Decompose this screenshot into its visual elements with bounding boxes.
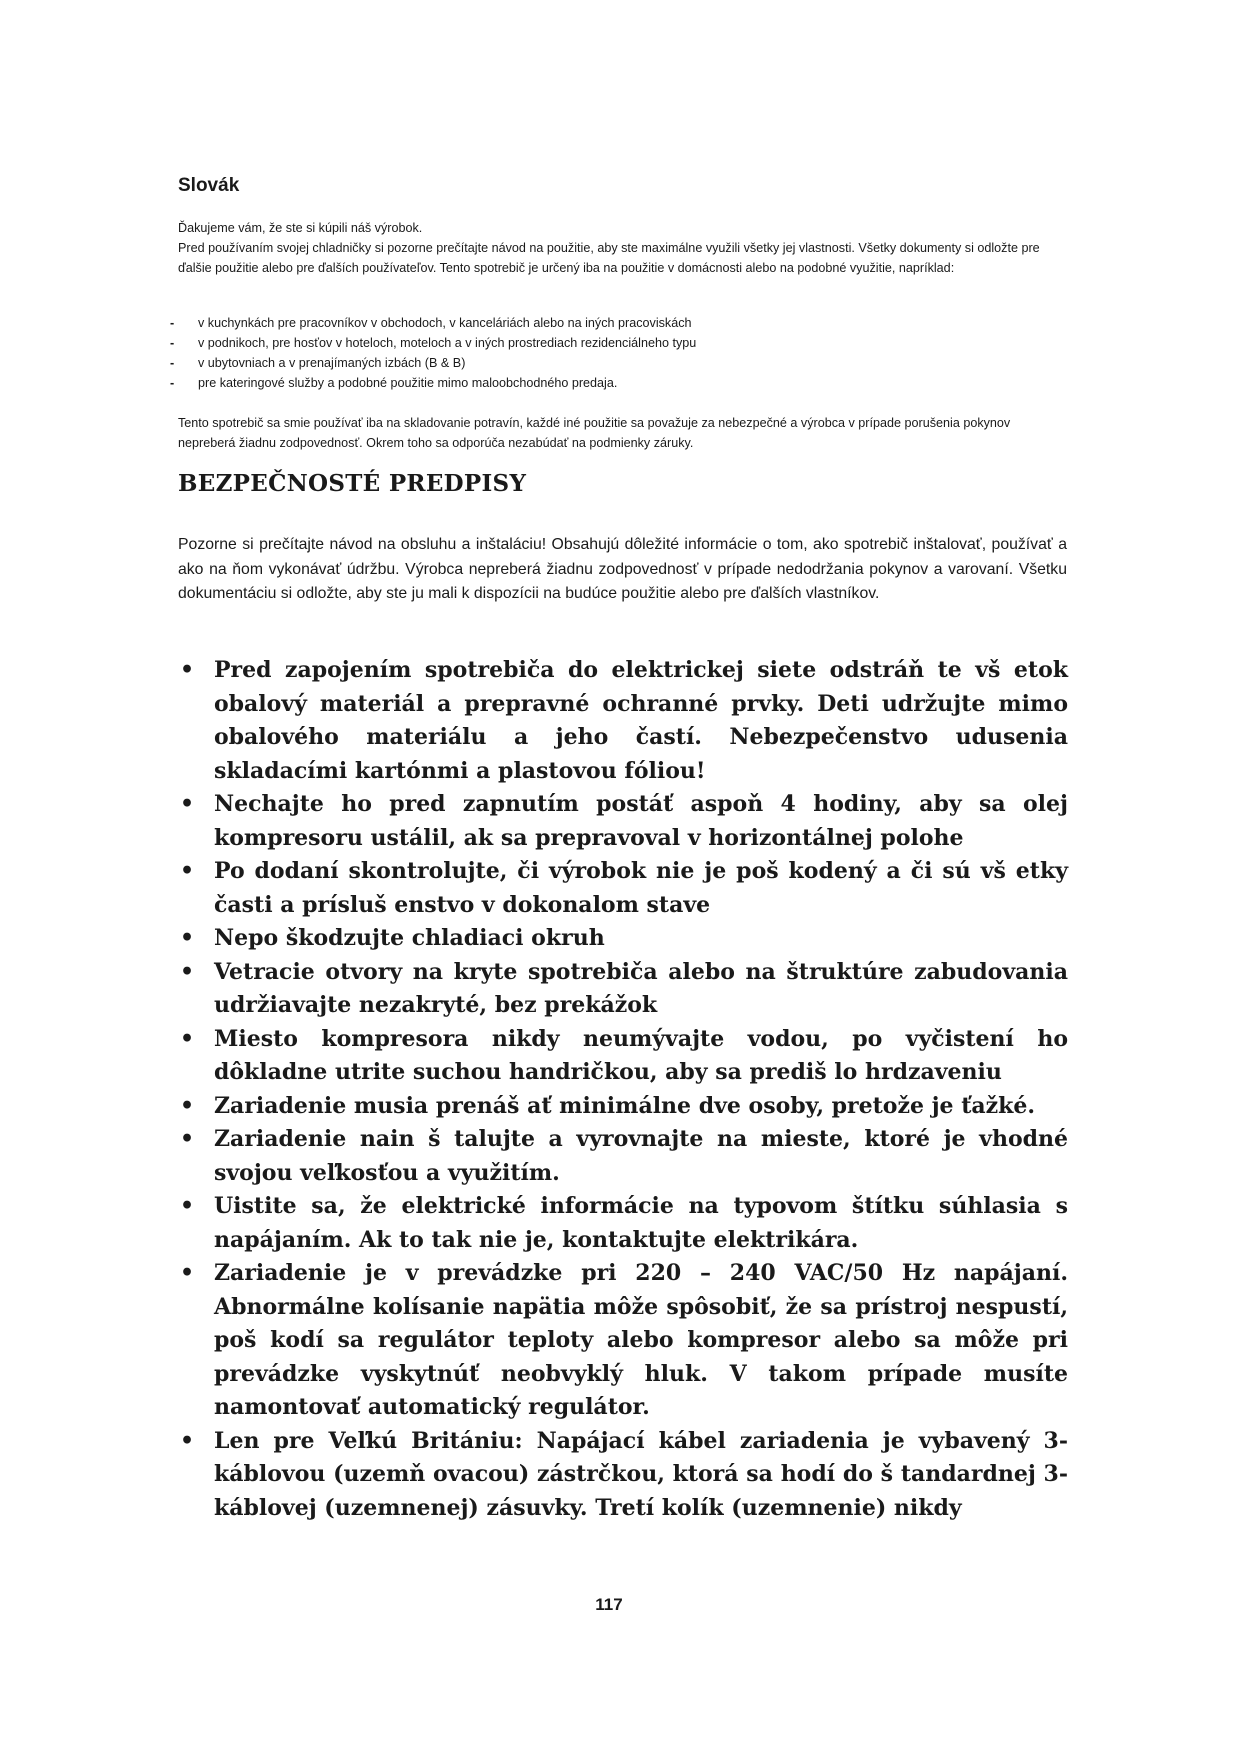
use-item: - v ubytovniach a v prenajímaných izbách (B & B): [170, 353, 696, 373]
language-heading: Slovák: [178, 175, 240, 196]
safety-rule: • Zariadenie musia prenáš ať minimálne dve osoby, pretože je ťažké.: [178, 1090, 1068, 1124]
safety-intro-paragraph: Pozorne si prečítajte návod na obsluhu a inštaláciu! Obsahujú dôležité informácie o tom, ako spotrebič inštalovať, používať a ako na ňom vykonávať údržbu. Výrobca nepreberá žiadnu zodpovednosť v prípade nedodržania pokynov a varovaní. Všetku dokumentáciu si odložte, aby ste ju mali k dispozícii na budúce použitie alebo pre ďalších vlastníkov.: [178, 536, 1067, 602]
intended-use-list: [170, 313, 696, 393]
safety-rule: • Zariadenie nain š talujte a vyrovnajte na mieste, ktoré je vhodné svojou veľkosťou a využitím.: [178, 1123, 1068, 1190]
use-item: - pre kateringové služby a podobné použitie mimo maloobchodného predaja.: [170, 373, 696, 393]
safety-rules-list: [178, 654, 1068, 1525]
thanks-line: Ďakujeme vám, že ste si kúpili náš výrobok.: [178, 221, 423, 235]
disclaimer-paragraph: Tento spotrebič sa smie používať iba na skladovanie potravín, každé iné použitie sa považuje za nebezpečné a výrobca v prípade porušenia pokynov nepreberá žiadnu zodpovednosť. Okrem toho sa odporúča nezabúdať na podmienky záruky.: [178, 416, 1011, 450]
safety-rule: • Miesto kompresora nikdy neumývajte vodou, po vyčistení ho dôkladne utrite suchou handričkou, aby sa prediš lo hrdzaveniu: [178, 1023, 1068, 1090]
intro-paragraph: Pred používaním svojej chladničky si pozorne prečítajte návod na použitie, aby ste maximálne využili všetky jej vlastnosti. Všetky dokumenty si odložte pre ďalšie použitie alebo pre ďalších používateľov. Tento spotrebič je určený iba na použitie v domácnosti alebo na podobné využitie, napríklad:: [178, 241, 1040, 275]
safety-rule: • Pred zapojením spotrebiča do elektrickej siete odstráň te vš etok obalový materiál a prepravné ochranné prvky. Deti udržujte mimo obalového materiálu a jeho častí. Nebezpečenstvo udusenia skladacími kartónmi a plastovou fóliou!: [178, 654, 1068, 788]
safety-rule: • Uistite sa, že elektrické informácie na typovom štítku súhlasia s napájaním. Ak to tak nie je, kontaktujte elektrikára.: [178, 1190, 1068, 1257]
safety-rule: • Len pre Veľkú Britániu: Napájací kábel zariadenia je vybavený 3-káblovou (uzemň ovacou) zástrčkou, ktorá sa hodí do š tandardnej 3-káblovej (uzemnenej) zásuvky. Tretí kolík (uzemnenie) nikdy: [178, 1425, 1068, 1526]
safety-rule: • Po dodaní skontrolujte, či výrobok nie je poš kodený a či sú vš etky časti a prísluš enstvo v dokonalom stave: [178, 855, 1068, 922]
intro-section: [178, 218, 1068, 278]
safety-rule: • Zariadenie je v prevádzke pri 220 – 240 VAC/50 Hz napájaní. Abnormálne kolísanie napätia môže spôsobiť, že sa prístroj nespustí, poš kodí sa regulátor teploty alebo kompresor alebo sa môže pri prevádzke vyskytnúť neobvyklý hluk. V takom prípade musíte namontovať automatický regulátor.: [178, 1257, 1068, 1425]
safety-rule: • Nechajte ho pred zapnutím postáť aspoň 4 hodiny, aby sa olej kompresoru ustálil, ak sa prepravoval v horizontálnej polohe: [178, 788, 1068, 855]
use-item: - v kuchynkách pre pracovníkov v obchodoch, v kanceláriách alebo na iných pracoviskách: [170, 313, 696, 333]
safety-rule: • Vetracie otvory na kryte spotrebiča alebo na štruktúre zabudovania udržiavajte nezakryté, bez prekážok: [178, 956, 1068, 1023]
safety-rule: • Nepo škodzujte chladiaci okruh: [178, 922, 1068, 956]
page-number: 117: [595, 1595, 623, 1614]
safety-heading: BEZPEČNOSTÉ PREDPISY: [178, 470, 527, 497]
use-item: - v podnikoch, pre hosťov v hoteloch, moteloch a v iných prostrediach rezidenciálneho typu: [170, 333, 696, 353]
manual-page: [178, 0, 1080, 1754]
